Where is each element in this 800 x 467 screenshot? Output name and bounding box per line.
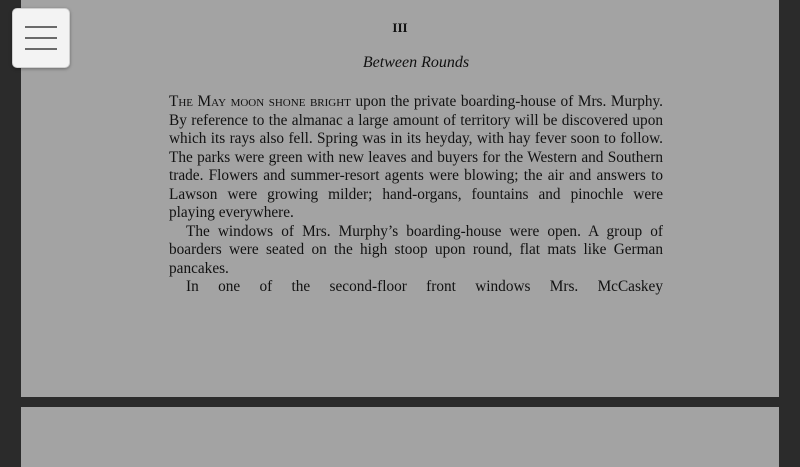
paragraph-text: upon the private boarding-house of Mrs. Murphy. By reference to the almanac a large amount of territory will be discovered upon which its rays also fell. Spring was in its heyday, with hay fever soon to follow. The parks were green with new leaves and buyers for the Western and Southern trade. Flowers and summer-resort agents were blowing; the air and answers to Lawson were growing milder; hand-organs, fountains and pinochle were playing everywhere. [169, 93, 663, 221]
chapter-number: III [392, 20, 408, 35]
paragraph [169, 223, 663, 279]
chapter-body [169, 93, 663, 297]
paragraph [169, 278, 663, 297]
paragraph [169, 93, 663, 223]
next-page [21, 407, 779, 467]
chapter-title: Between Rounds [362, 54, 470, 71]
paragraph-lead: The May moon shone bright [169, 93, 351, 110]
paragraph-text: The windows of Mrs. Murphy’s boarding-house were open. A group of boarders were seated on the high stoop upon round, flat mats like German pancakes. [169, 222, 663, 277]
paragraph-text: In one of the second-floor front windows Mrs. McCaskey [186, 278, 663, 295]
